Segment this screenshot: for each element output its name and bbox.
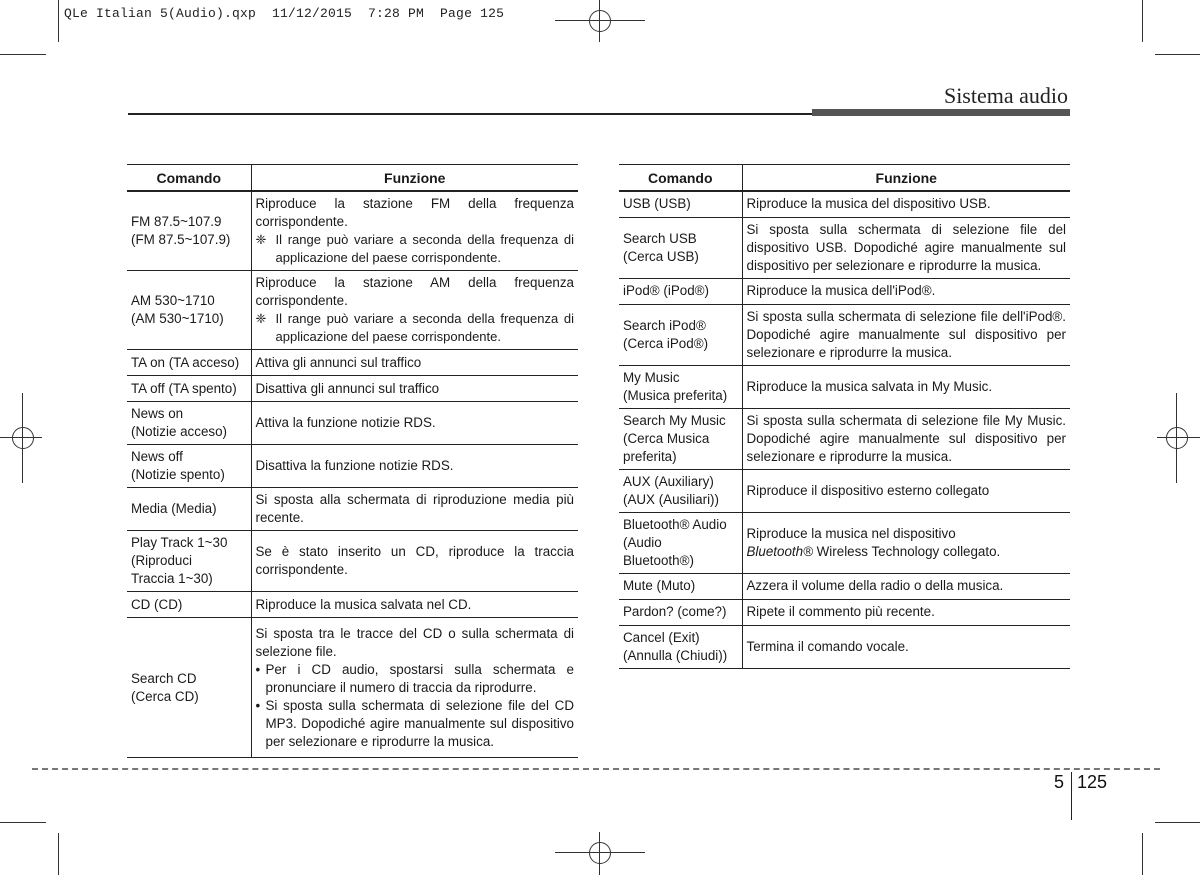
registration-line [1157, 437, 1200, 438]
function-cell: Si sposta sulla schermata di selezione file dell'iPod®. Dopodiché agire manualmente sul dispositivo per selezionare e riprodurre la musica. [742, 304, 1070, 365]
table-row [619, 408, 1070, 469]
command-cell: Play Track 1~30 (Riproduci Traccia 1~30) [127, 531, 251, 592]
function-cell: Se è stato inserito un CD, riproduce la traccia corrispondente. [251, 531, 578, 592]
command-cell: Search CD (Cerca CD) [127, 618, 251, 758]
table-row [127, 271, 578, 350]
registration-line [555, 20, 645, 21]
bullet-text: Per i CD audio, spostarsi sulla schermata e pronunciare il numero di traccia da riprodurre. [265, 661, 574, 695]
function-text: Wireless Technology collegato. [812, 543, 1001, 559]
command-cell: USB (USB) [619, 191, 742, 217]
command-cell: Bluetooth® Audio (Audio Bluetooth®) [619, 512, 742, 573]
function-text: Si sposta tra le tracce del CD o sulla schermata di selezione file. [255, 625, 574, 659]
table-header-row [619, 165, 1070, 192]
function-text-italic: Bluetooth® [746, 543, 813, 559]
function-cell: Riproduce la musica dell'iPod®. [742, 278, 1070, 304]
command-cell: Search My Music (Cerca Musica preferita) [619, 408, 742, 469]
crop-mark [0, 822, 46, 823]
function-cell: Si sposta sulla schermata di selezione file del dispositivo USB. Dopodiché agire manualmente sul dispositivo per selezionare e riprodurre la musica. [742, 217, 1070, 278]
command-cell: News off (Notizie spento) [127, 445, 251, 488]
footer-rule [32, 768, 1160, 770]
crop-mark [1155, 822, 1200, 823]
voice-commands-table-right [619, 164, 1070, 669]
registration-line [0, 437, 42, 438]
function-cell: Ripete il commento più recente. [742, 599, 1070, 625]
table-header-row [127, 165, 578, 192]
column-header-command: Comando [127, 165, 251, 192]
function-cell [251, 191, 578, 271]
note [256, 231, 575, 267]
table-row [619, 573, 1070, 599]
table-row [127, 445, 578, 488]
function-cell [251, 271, 578, 350]
function-cell: Attiva gli annunci sul traffico [251, 350, 578, 376]
note-asterisk-icon: ❈ [255, 232, 267, 247]
command-cell: Mute (Muto) [619, 573, 742, 599]
table-row [619, 304, 1070, 365]
bullet-text: Si sposta sulla schermata di selezione file del CD MP3. Dopodiché agire manualmente sul dispositivo per selezionare e riprodurre la musica. [265, 697, 574, 749]
crop-mark [1142, 833, 1143, 875]
command-cell: Search USB (Cerca USB) [619, 217, 742, 278]
table-row [127, 531, 578, 592]
title-rule-accent [812, 109, 1070, 116]
registration-line [1176, 393, 1177, 483]
table-row [619, 512, 1070, 573]
table-row [619, 625, 1070, 668]
function-cell [742, 512, 1070, 573]
command-cell: AM 530~1710 (AM 530~1710) [127, 271, 251, 350]
table-row [127, 376, 578, 402]
registration-line [599, 832, 600, 875]
function-cell: Attiva la funzione notizie RDS. [251, 402, 578, 445]
column-header-command: Comando [619, 165, 742, 192]
table-row [127, 592, 578, 618]
table-row [127, 618, 578, 758]
table-row [127, 488, 578, 531]
note-text: Il range può variare a seconda della frequenza di applicazione del paese corrispondente. [275, 311, 574, 344]
registration-line [555, 852, 645, 853]
command-cell: CD (CD) [127, 592, 251, 618]
table-row [619, 217, 1070, 278]
voice-commands-table-left [127, 164, 578, 758]
function-cell: Termina il comando vocale. [742, 625, 1070, 668]
function-text: Riproduce la stazione AM della frequenza corrispondente. [255, 275, 574, 308]
print-slug: QLe Italian 5(Audio).qxp 11/12/2015 7:28 PM Page 125 [64, 6, 505, 21]
registration-mark-icon [589, 842, 611, 864]
registration-mark-icon [589, 10, 611, 32]
function-cell: Riproduce la musica del dispositivo USB. [742, 191, 1070, 217]
function-cell: Azzera il volume della radio o della musica. [742, 573, 1070, 599]
bullet-item [256, 697, 575, 751]
command-cell: TA on (TA acceso) [127, 350, 251, 376]
column-header-function: Funzione [251, 165, 578, 192]
bullet-icon: • [255, 697, 261, 713]
command-cell: AUX (Auxiliary) (AUX (Ausiliari)) [619, 469, 742, 512]
command-cell: Pardon? (come?) [619, 599, 742, 625]
bullet-item [256, 661, 575, 697]
table-row [619, 469, 1070, 512]
command-cell: Search iPod® (Cerca iPod®) [619, 304, 742, 365]
crop-mark [1142, 0, 1143, 42]
section-title: Sistema audio [943, 83, 1068, 108]
function-cell: Riproduce la musica salvata nel CD. [251, 592, 578, 618]
function-cell: Disattiva gli annunci sul traffico [251, 376, 578, 402]
table-row [619, 191, 1070, 217]
column-header-function: Funzione [742, 165, 1070, 192]
bullet-icon: • [255, 661, 261, 677]
function-text: Riproduce la musica nel dispositivo [746, 525, 956, 541]
crop-mark [58, 833, 59, 875]
function-cell: Riproduce il dispositivo esterno collegato [742, 469, 1070, 512]
page-number: 125 [1077, 772, 1108, 792]
command-cell: News on (Notizie acceso) [127, 402, 251, 445]
table-row [619, 599, 1070, 625]
function-text: Riproduce la stazione FM della frequenza corrispondente. [255, 196, 574, 229]
command-cell: Media (Media) [127, 488, 251, 531]
note [256, 310, 575, 346]
function-cell: Si sposta alla schermata di riproduzione media più recente. [251, 488, 578, 531]
note-text: Il range può variare a seconda della frequenza di applicazione del paese corrispondente. [275, 232, 574, 265]
table-row [619, 278, 1070, 304]
registration-mark-icon [12, 427, 34, 449]
title-rule [128, 113, 812, 115]
table-row [127, 191, 578, 271]
note-asterisk-icon: ❈ [255, 311, 267, 326]
crop-mark [58, 0, 59, 42]
table-row [619, 365, 1070, 408]
function-cell: Disattiva la funzione notizie RDS. [251, 445, 578, 488]
command-cell: Cancel (Exit) (Annulla (Chiudi)) [619, 625, 742, 668]
registration-line [599, 0, 600, 42]
function-cell: Si sposta sulla schermata di selezione file My Music. Dopodiché agire manualmente sul dispositivo per selezionare e riprodurre la musica. [742, 408, 1070, 469]
crop-mark [0, 54, 46, 55]
registration-mark-icon [1166, 427, 1188, 449]
function-cell: Riproduce la musica salvata in My Music. [742, 365, 1070, 408]
command-cell: My Music (Musica preferita) [619, 365, 742, 408]
crop-mark [1155, 54, 1200, 55]
registration-line [22, 393, 23, 483]
chapter-number: 5 [1054, 772, 1065, 792]
command-cell: FM 87.5~107.9 (FM 87.5~107.9) [127, 191, 251, 271]
function-cell [251, 618, 578, 758]
command-cell: iPod® (iPod®) [619, 278, 742, 304]
page-number-divider [1071, 772, 1072, 820]
command-cell: TA off (TA spento) [127, 376, 251, 402]
table-row [127, 402, 578, 445]
table-row [127, 350, 578, 376]
